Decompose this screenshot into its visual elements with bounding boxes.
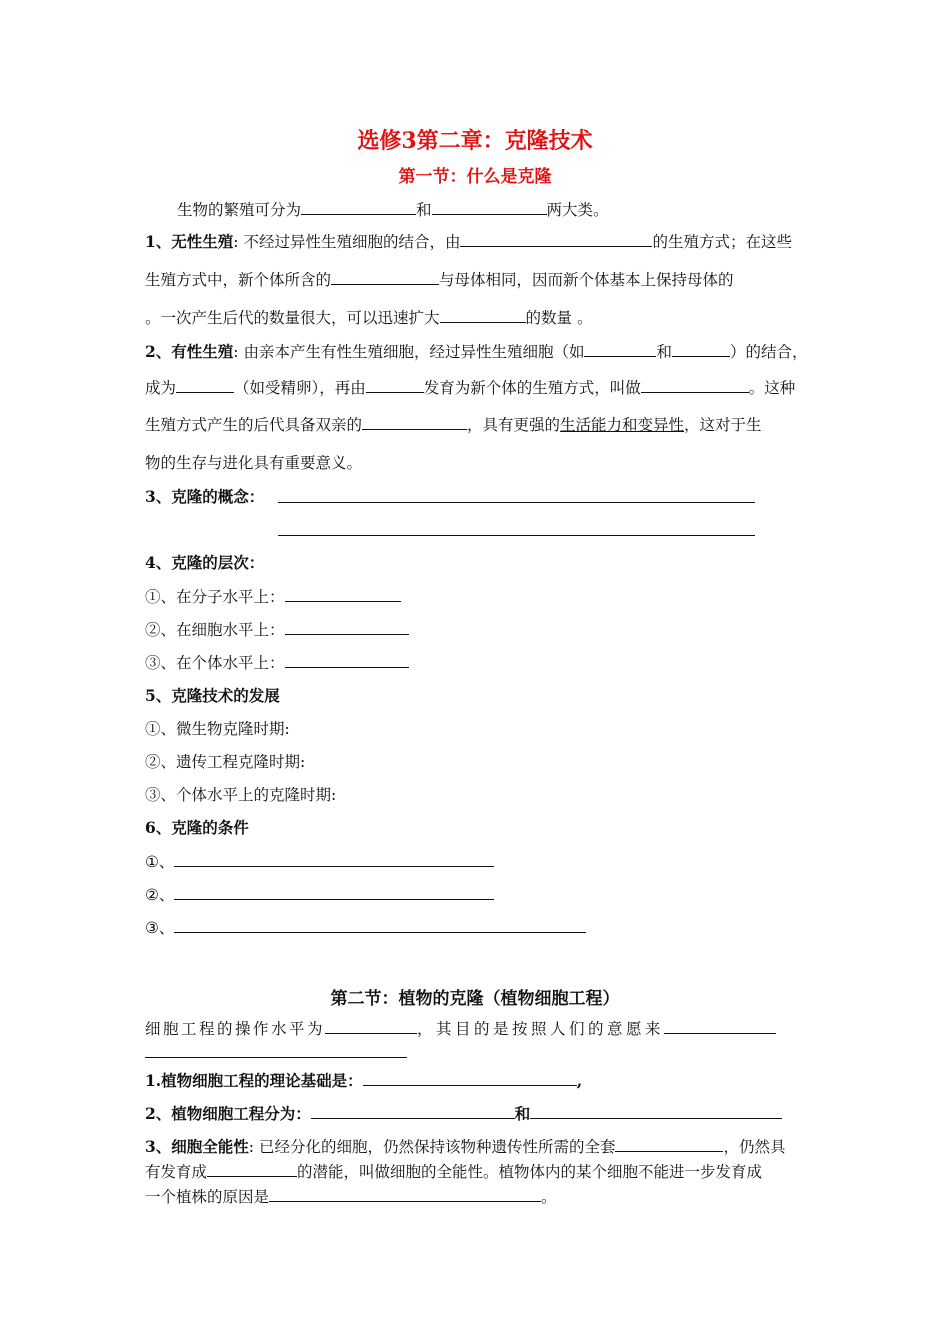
theory-basis-line: 1.植物细胞工程的理论基础是： , — [145, 1071, 583, 1090]
clone-level-item: ①、在分子水平上： — [145, 586, 810, 608]
sexual-line-1: 2、有性生殖: 由亲本产生有性生殖细胞，经过异性生殖细胞（如 和 ）的结合， — [145, 342, 808, 361]
sexual-line-3: 生殖方式产生的后代具备双亲的 ，具有更强的生活能力和变异性，这对于生 — [145, 416, 762, 434]
clone-conditions-label: 6、克隆的条件 — [145, 818, 249, 837]
totipotency-line-3: 一个植株的原因是 。 — [145, 1188, 557, 1206]
blank-line[interactable] — [311, 1103, 515, 1119]
clone-concept-label: 3、克隆的概念： — [145, 487, 265, 506]
answer-line[interactable] — [278, 535, 755, 536]
asexual-line-2: 生殖方式中，新个体所含的 与母体相同，因而新个体基本上保持母体的 — [145, 271, 734, 289]
blank-line[interactable] — [285, 652, 409, 668]
condition-item: ③、 — [145, 917, 810, 939]
clone-level-item: ③、在个体水平上： — [145, 652, 810, 674]
blank-line[interactable] — [285, 619, 409, 635]
blank-line[interactable] — [269, 1186, 541, 1202]
blank-line[interactable] — [584, 341, 656, 357]
blank-line[interactable] — [530, 1103, 782, 1119]
blank-line[interactable] — [460, 231, 652, 247]
blank-line[interactable] — [325, 1018, 417, 1034]
blank-line[interactable] — [440, 307, 526, 323]
blank-line[interactable] — [432, 199, 547, 215]
clone-levels-label: 4、克隆的层次： — [145, 553, 265, 572]
totipotency-line-1: 3、细胞全能性: 已经分化的细胞，仍然保持该物种遗传性所需的全套 ，仍然具 — [145, 1137, 786, 1156]
blank-line[interactable] — [174, 851, 494, 867]
page-title: 选修3第二章：克隆技术 — [357, 128, 593, 154]
clone-level-item: ②、在细胞水平上： — [145, 619, 810, 641]
answer-line[interactable] — [278, 502, 755, 503]
blank-line[interactable] — [366, 377, 424, 393]
section2-intro: 细胞工程的操作水平为 ，其目的是按照人们的意愿来 — [145, 1018, 810, 1040]
blank-line[interactable] — [641, 377, 749, 393]
section2-intro-cont — [145, 1042, 810, 1064]
development-item: ③、个体水平上的克隆时期: — [145, 786, 337, 804]
development-item: ②、遗传工程克隆时期: — [145, 753, 306, 771]
totipotency-line-2: 有发育成 的潜能，叫做细胞的全能性。植物体内的某个细胞不能进一步发育成 — [145, 1163, 763, 1181]
sexual-line-4: 物的生存与进化具有重要意义。 — [145, 454, 363, 472]
blank-line[interactable] — [285, 586, 401, 602]
section2-heading: 第二节：植物的克隆（植物细胞工程） — [330, 989, 620, 1009]
blank-line[interactable] — [207, 1161, 297, 1177]
blank-line[interactable] — [362, 414, 467, 430]
blank-line[interactable] — [664, 1018, 776, 1034]
blank-line[interactable] — [301, 199, 416, 215]
section1-heading: 第一节：什么是克隆 — [398, 167, 552, 187]
blank-line[interactable] — [331, 269, 439, 285]
condition-item: ①、 — [145, 851, 810, 873]
blank-line[interactable] — [174, 884, 494, 900]
section1-intro: 生物的繁殖可分为 和 两大类。 — [177, 201, 609, 219]
asexual-line-3: 。一次产生后代的数量很大，可以迅速扩大 的数量 。 — [145, 309, 593, 327]
blank-line[interactable] — [145, 1042, 407, 1058]
blank-line[interactable] — [174, 917, 586, 933]
blank-line[interactable] — [363, 1070, 577, 1086]
sexual-line-2: 成为 （如受精卵），再由 发育为新个体的生殖方式，叫做 。这种 — [145, 379, 796, 397]
development-item: ①、微生物克隆时期: — [145, 720, 290, 738]
blank-line[interactable] — [672, 341, 730, 357]
blank-line[interactable] — [176, 377, 234, 393]
clone-development-label: 5、克隆技术的发展 — [145, 686, 280, 705]
condition-item: ②、 — [145, 884, 810, 906]
asexual-line-1: 1、无性生殖: 不经过异性生殖细胞的结合，由 的生殖方式；在这些 — [145, 232, 792, 251]
blank-line[interactable] — [615, 1136, 723, 1152]
engineering-types-line: 2、植物细胞工程分为： 和 — [145, 1103, 810, 1125]
